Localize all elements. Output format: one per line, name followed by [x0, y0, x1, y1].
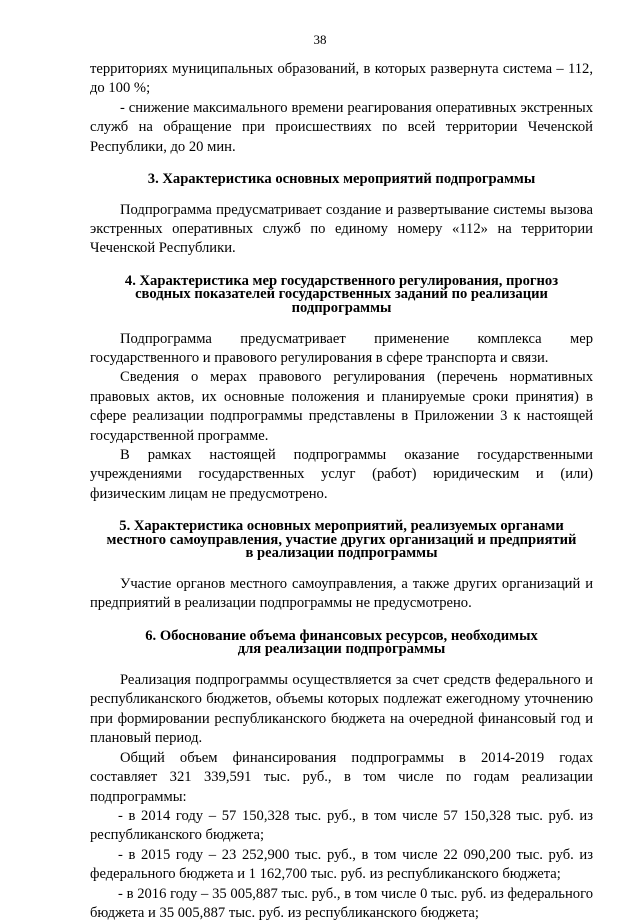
- heading-line: 6. Обоснование объема финансовых ресурсов, необходимых: [145, 627, 538, 644]
- section-4-paragraph: Сведения о мерах правового регулирования (перечень нормативных правовых актов, их основные положения и планируемые сроки принятия) в сфере реализации подпрограммы представлены в Приложении 3 к настоящей государственной программе.: [90, 369, 593, 444]
- section-3-heading: [90, 173, 593, 187]
- heading-line: подпрограммы: [291, 300, 392, 317]
- intro-bullet: - снижение максимального времени реагирования оперативных экстренных служб на обращение при происшествиях по всей территории Чеченской Республики, до 20 мин.: [90, 99, 593, 155]
- section-6-paragraph: Общий объем финансирования подпрограммы в 2014-2019 годах составляет 321 339,591 тыс. руб., в том числе по годам реализации подпрограммы:: [90, 749, 593, 805]
- heading-line: 4. Характеристика мер государственного регулирования, прогноз: [124, 272, 559, 289]
- section-5-paragraph: Участие органов местного самоуправления, а также других организаций и предприятий в реализации подпрограммы не предусмотрено.: [90, 576, 593, 612]
- heading-line: местного самоуправления, участие других организаций и предприятий: [106, 531, 577, 548]
- funding-list-item: - в 2015 году – 23 252,900 тыс. руб., в том числе 22 090,200 тыс. руб. из федерального бюджета и 1 162,700 тыс. руб. из республиканского бюджета;: [90, 846, 593, 883]
- section-4-heading: [90, 272, 593, 317]
- heading-line: сводных показателей государственных заданий по реализации: [135, 286, 548, 303]
- page-number: 38: [313, 32, 327, 47]
- heading-line: для реализации подпрограммы: [237, 641, 446, 658]
- section-6-heading: [90, 627, 593, 658]
- heading-line: в реализации подпрограммы: [245, 545, 438, 562]
- section-5-heading: [90, 520, 593, 561]
- funding-list-item: - в 2014 году – 57 150,328 тыс. руб., в том числе 57 150,328 тыс. руб. из республиканского бюджета;: [90, 807, 593, 844]
- funding-list-item: - в 2016 году – 35 005,887 тыс. руб., в том числе 0 тыс. руб. из федерального бюджета и 35 005,887 тыс. руб. из республиканского бюджета;: [90, 885, 593, 921]
- heading-line: 5. Характеристика основных мероприятий, реализуемых органами: [119, 518, 564, 535]
- section-3-paragraph: Подпрограмма предусматривает создание и развертывание системы вызова экстренных оперативных служб по единому номеру «112» на территории Чеченской Республики.: [90, 201, 593, 257]
- section-4-paragraph: В рамках настоящей подпрограммы оказание государственными учреждениями государственных услуг (работ) юридическим и (или) физическим лицам не предусмотрено.: [90, 447, 593, 502]
- section-4-paragraph: Подпрограмма предусматривает применение комплекса мер государственного и правового регулирования в сфере транспорта и связи.: [90, 330, 593, 367]
- heading-line: 3. Характеристика основных мероприятий подпрограммы: [147, 171, 536, 188]
- intro-line-continuation: территориях муниципальных образований, в которых развернута система – 112, до 100 %;: [90, 61, 593, 97]
- page-body: [90, 60, 593, 923]
- section-6-paragraph: Реализация подпрограммы осуществляется за счет средств федерального и республиканского бюджетов, объемы которых подлежат ежегодному уточнению при формировании республиканского бюджета на очередной финансовый год и плановый период.: [90, 672, 593, 747]
